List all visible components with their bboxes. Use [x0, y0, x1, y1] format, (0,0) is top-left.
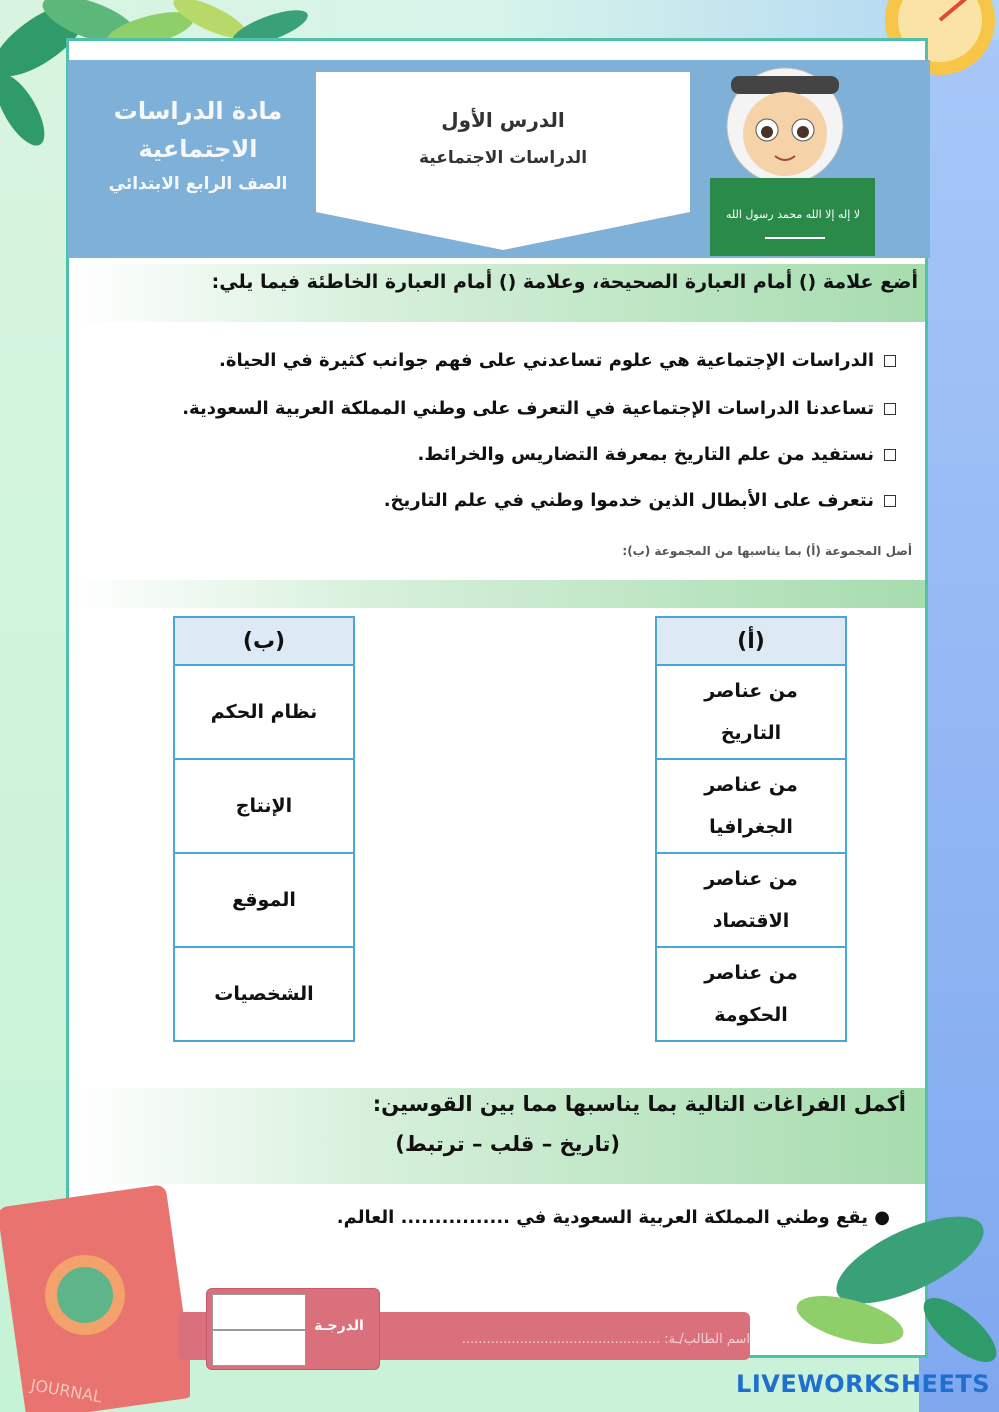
group-b-item[interactable]: نظام الحكم: [174, 665, 354, 759]
journal-icon: [0, 1185, 190, 1412]
group-b-table: [173, 616, 355, 1042]
statement-text: الدراسات الإجتماعية هي علوم تساعدني على فهم جوانب كثيرة في الحياة.: [219, 350, 874, 371]
grade-label: الدرجـة: [314, 1318, 364, 1334]
statement-text: نتعرف على الأبطال الذين خدموا وطني في علم التاريخ.: [383, 490, 874, 511]
bullet-icon: ●: [868, 1207, 890, 1228]
subject-title-2: الاجتماعية: [138, 135, 258, 163]
group-b-item[interactable]: الإنتاج: [174, 759, 354, 853]
word-bank: (تاريخ – قلب – ترتبط): [395, 1132, 620, 1156]
group-a-table: [655, 616, 847, 1042]
leaf-decoration-icon: [790, 1200, 999, 1370]
matching-instruction: أصل المجموعة (أ) بما يناسبها من المجموعة (ب):: [622, 544, 912, 558]
fill-sentence: [80, 1207, 890, 1228]
flag-shahada: لا إله إلا الله محمد رسول الله: [725, 208, 861, 221]
group-a-header: (أ): [656, 617, 846, 665]
statement-4: [80, 490, 896, 511]
group-a-item[interactable]: من عناصر التاريخ: [656, 665, 846, 759]
liveworksheets-logo: LIVEWORKSHEETS: [736, 1370, 990, 1398]
statement-text: نستفيد من علم التاريخ بمعرفة التضاريس والخرائط.: [417, 444, 874, 465]
group-a-item[interactable]: من عناصر الجغرافيا: [656, 759, 846, 853]
checkbox[interactable]: [884, 355, 896, 367]
fill-sentence-text[interactable]: يقع وطني المملكة العربية السعودية في ................ العالم.: [336, 1207, 869, 1228]
group-b-header: (ب): [174, 617, 354, 665]
group-b-item[interactable]: الموقع: [174, 853, 354, 947]
subject-title: مادة الدراسات: [113, 97, 283, 125]
svg-text:JOURNAL: JOURNAL: [29, 1375, 104, 1407]
student-name-field[interactable]: اسم الطالب/ـة: ................................................: [461, 1332, 750, 1347]
boy-with-flag: [705, 66, 880, 256]
grade-level: الصف الرابع الابتدائي: [108, 174, 288, 194]
checkbox[interactable]: [884, 403, 896, 415]
lesson-subtitle: الدراسات الاجتماعية: [418, 148, 588, 168]
matching-band: [70, 580, 925, 608]
group-b-item[interactable]: الشخصيات: [174, 947, 354, 1041]
subject-block: [88, 92, 308, 200]
grade-input-bottom[interactable]: [212, 1330, 306, 1366]
fill-instruction: أكمل الفراغات التالية بما يناسبها مما بين القوسين:: [372, 1092, 906, 1116]
statement-1: [80, 350, 896, 371]
checkbox[interactable]: [884, 449, 896, 461]
grade-input-top[interactable]: [212, 1294, 306, 1330]
group-a-item[interactable]: من عناصر الاقتصاد: [656, 853, 846, 947]
statement-3: [80, 444, 896, 465]
statement-text: تساعدنا الدراسات الإجتماعية في التعرف على وطني المملكة العربية السعودية.: [182, 398, 874, 419]
checkbox[interactable]: [884, 495, 896, 507]
group-a-item[interactable]: من عناصر الحكومة: [656, 947, 846, 1041]
statement-2: [80, 398, 896, 419]
lesson-title: الدرس الأول: [441, 108, 565, 132]
true-false-instruction: أضع علامة () أمام العبارة الصحيحة، وعلامة () أمام العبارة الخاطئة فيما يلي:: [211, 271, 918, 293]
